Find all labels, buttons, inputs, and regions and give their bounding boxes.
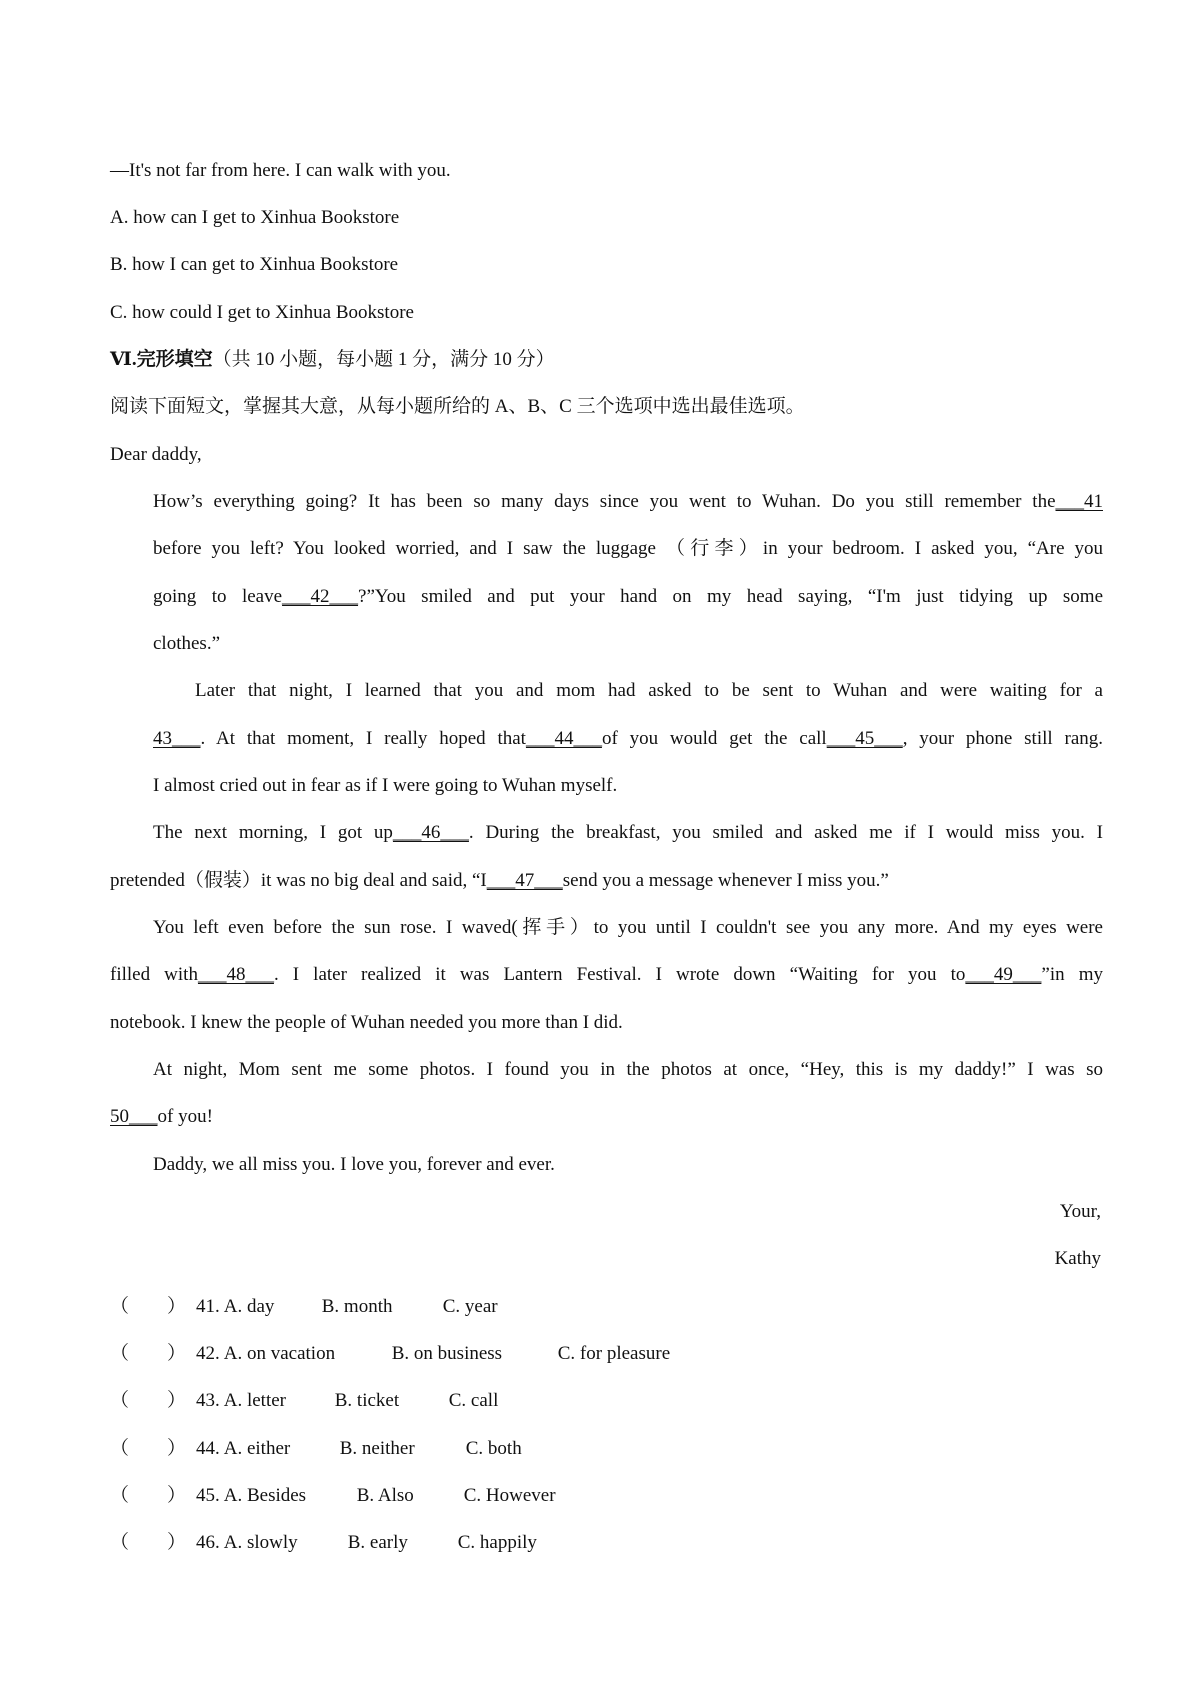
paragraph-line: Daddy, we all miss you. I love you, forever and ever. [153,1154,555,1175]
letter-greeting: Dear daddy, [110,444,202,465]
question-row [110,1341,670,1367]
choice-b: B. month [321,1296,393,1317]
answer-option-c: C. how could I get to Xinhua Bookstore [110,302,414,323]
question-number: 42. [196,1343,220,1364]
question-number: 44. [196,1438,220,1459]
dialogue-reply: —It's not far from here. I can walk with you. [110,160,451,181]
paragraph-line [110,868,889,894]
choice-c: C. call [448,1390,499,1411]
answer-option-a: A. how can I get to Xinhua Bookstore [110,207,400,228]
blank-50: 50___ [110,1106,158,1127]
choice-b: B. neither [339,1438,415,1459]
blank-41: ___41 [1055,491,1103,512]
text-segment: pretended（假装）it was no big deal and said, “I [110,870,487,891]
section-info: （共 10 小题，每小题 1 分，满分 10 分） [212,349,555,370]
text-segment: going to leave [153,586,283,607]
question-row [110,1530,537,1556]
paragraph-line [153,726,1103,752]
paragraph-line: notebook. I knew the people of Wuhan needed you more than I did. [110,1012,623,1033]
text-segment: . I later realized it was Lantern Festival. I wrote down “Waiting for you to [273,964,966,985]
section-heading [110,347,555,373]
paragraph-line [110,962,1103,988]
text-segment: ?”You smiled and put your hand on my head saying, “I'm just tidying up some [358,586,1104,607]
blank-48: ___48___ [197,964,274,985]
text-segment: The next morning, I got up [153,822,393,843]
question-number: 46. [196,1532,220,1553]
choice-b: B. early [347,1532,408,1553]
answer-paren: （ ） [110,1485,187,1506]
choice-a: A. on vacation [223,1343,336,1364]
answer-paren: （ ） [110,1438,187,1459]
choice-c: C. happily [457,1532,537,1553]
answer-paren: （ ） [110,1343,187,1364]
section-number: Ⅵ. [110,349,137,370]
blank-43: 43___ [153,728,201,749]
choice-a: A. either [223,1438,291,1459]
answer-paren: （ ） [110,1390,187,1411]
answer-option-b: B. how I can get to Xinhua Bookstore [110,254,399,275]
choice-a: A. day [223,1296,275,1317]
section-title: 完形填空 [136,349,213,370]
choice-b: B. on business [391,1343,503,1364]
choice-a: A. slowly [223,1532,298,1553]
paragraph-line: I almost cried out in fear as if I were going to Wuhan myself. [153,775,618,796]
paragraph-line: before you left? You looked worried, and I saw the luggage （行李）in your bedroom. I asked you, “Are you [153,538,1103,559]
blank-44: ___44___ [525,728,602,749]
blank-46: ___46___ [392,822,469,843]
choice-c: C. year [442,1296,498,1317]
text-segment: filled with [110,964,198,985]
paragraph-line: At night, Mom sent me some photos. I found you in the photos at once, “Hey, this is my daddy!” I was so [153,1059,1103,1080]
blank-45: ___45___ [826,728,903,749]
choice-a: A. Besides [223,1485,307,1506]
paragraph-line: You left even before the sun rose. I waved(挥手）to you until I couldn't see you any more. And my eyes were [153,917,1103,938]
text-segment: . At that moment, I really hoped that [200,728,526,749]
choice-c: C. both [465,1438,522,1459]
text-segment: , your phone still rang. [902,728,1103,749]
choice-c: C. for pleasure [557,1343,671,1364]
paragraph-line [153,820,1103,846]
question-row [110,1294,498,1320]
paragraph-line [110,1104,213,1130]
choice-c: C. However [463,1485,556,1506]
blank-47: ___47___ [486,870,563,891]
text-segment: ”in my [1041,964,1103,985]
question-number: 41. [196,1296,220,1317]
text-segment: How’s everything going? It has been so many days since you went to Wuhan. Do you still remember the [153,491,1056,512]
question-row [110,1436,522,1462]
paragraph-line [153,489,1103,515]
paragraph-line: Later that night, I learned that you and mom had asked to be sent to Wuhan and were waiting for a [195,680,1103,701]
choice-a: A. letter [223,1390,287,1411]
text-segment: send you a message whenever I miss you.” [562,870,889,891]
paragraph-line: clothes.” [153,633,221,654]
letter-signature: Kathy [1054,1248,1101,1269]
question-row [110,1483,556,1509]
blank-49: ___49___ [965,964,1042,985]
letter-closing: Your, [1059,1201,1101,1222]
text-segment: . During the breakfast, you smiled and asked me if I would miss you. I [468,822,1103,843]
choice-b: B. ticket [334,1390,400,1411]
question-number: 43. [196,1390,220,1411]
answer-paren: （ ） [110,1532,187,1553]
paragraph-line [153,584,1103,610]
choice-b: B. Also [356,1485,414,1506]
section-instruction: 阅读下面短文，掌握其大意，从每小题所给的 A、B、C 三个选项中选出最佳选项。 [110,396,805,417]
blank-42: ___42___ [282,586,359,607]
text-segment: of you would get the call [601,728,827,749]
text-segment: of you! [157,1106,213,1127]
question-row [110,1388,498,1414]
question-number: 45. [196,1485,220,1506]
answer-paren: （ ） [110,1296,187,1317]
